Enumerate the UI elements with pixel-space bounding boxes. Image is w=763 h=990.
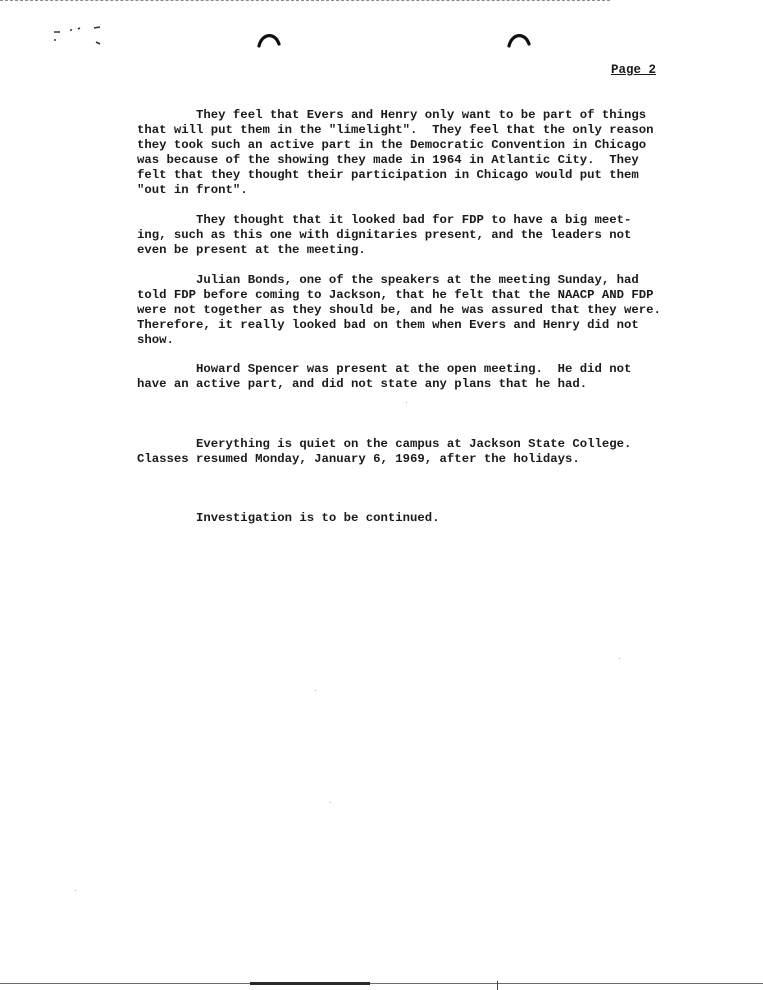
text-line: was because of the showing they made in 1964 in Atlantic City. They [137, 152, 639, 167]
text-line: have an active part, and did not state any plans that he had. [137, 376, 588, 391]
scan-speck [619, 658, 620, 659]
text-line: that will put them in the "limelight". They feel that the only reason [137, 122, 654, 137]
scan-speck [315, 690, 316, 691]
binder-punch-mark-left [256, 30, 282, 50]
text-line: ing, such as this one with dignitaries present, and the leaders not [137, 227, 632, 242]
text-line: Therefore, it really looked bad on them when Evers and Henry did not [137, 317, 639, 332]
scan-speck [330, 802, 331, 803]
text-line: "out in front". [137, 182, 248, 197]
corner-scan-marks [52, 26, 112, 56]
page-number: Page 2 [611, 63, 657, 77]
scan-speck [406, 402, 407, 403]
scan-speck [75, 890, 76, 891]
text-line: felt that they thought their participation in Chicago would put them [137, 167, 639, 182]
bottom-edge-heavy-segment [250, 982, 370, 985]
paragraph-evers-henry-limelight [137, 108, 654, 197]
paragraph-julian-bonds [137, 273, 661, 348]
paragraph-big-meeting [137, 213, 631, 258]
text-line: even be present at the meeting. [137, 242, 366, 257]
text-line: Investigation is to be continued. [137, 511, 440, 525]
text-line: They feel that Evers and Henry only want to be part of things [137, 108, 647, 122]
paragraph-campus-quiet [137, 437, 631, 467]
text-line: Julian Bonds, one of the speakers at the meeting Sunday, had [137, 273, 639, 287]
text-line: show. [137, 332, 174, 347]
bottom-edge-rule [0, 983, 763, 984]
paragraph-howard-spencer [137, 362, 631, 392]
text-line: Everything is quiet on the campus at Jackson State College. [137, 437, 632, 451]
bottom-edge-tick [497, 981, 498, 990]
text-line: were not together as they should be, and he was assured that they were. [137, 302, 661, 317]
text-line: Classes resumed Monday, January 6, 1969, after the holidays. [137, 451, 580, 466]
text-line: Howard Spencer was present at the open meeting. He did not [137, 362, 632, 376]
text-line: They thought that it looked bad for FDP to have a big meet- [137, 213, 632, 227]
top-edge-dashes [0, 0, 610, 4]
binder-punch-mark-right [506, 30, 532, 50]
text-line: they took such an active part in the Democratic Convention in Chicago [137, 137, 647, 152]
paragraph-investigation-continued [137, 511, 440, 526]
text-line: told FDP before coming to Jackson, that he felt that the NAACP AND FDP [137, 287, 654, 302]
